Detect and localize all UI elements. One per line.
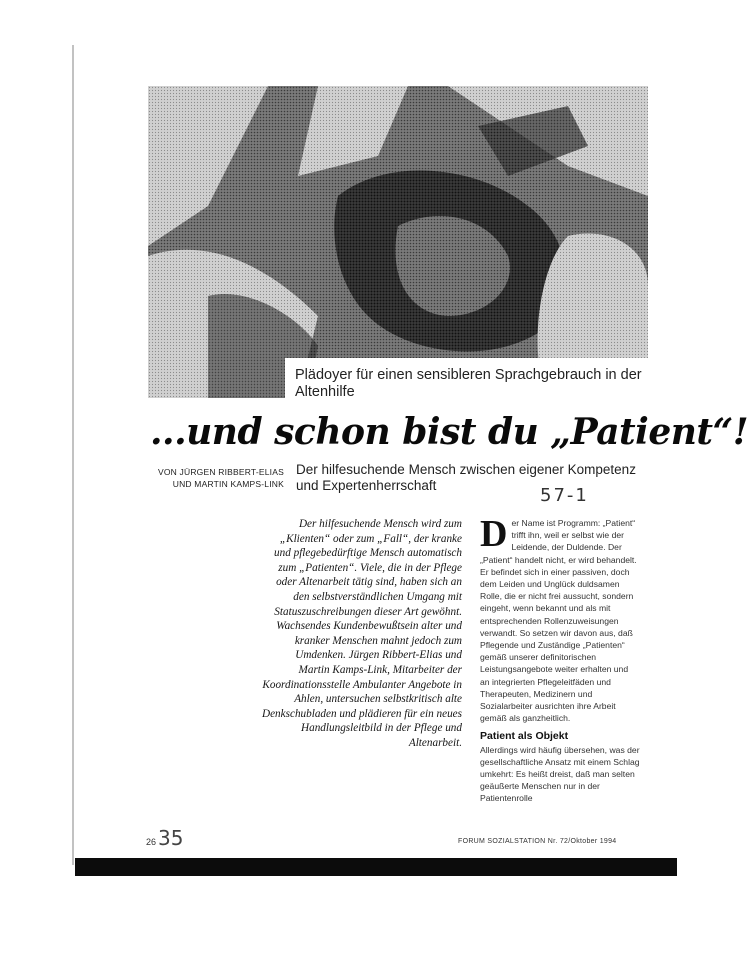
article-photo xyxy=(148,86,648,398)
article-kicker: Plädoyer für einen sensibleren Sprachgebrauch in der Altenhilfe xyxy=(295,367,642,400)
body-subheading: Patient als Objekt xyxy=(480,730,569,743)
article-headline: ...und schon bist du „Patient“! xyxy=(150,411,748,453)
byline-line-1: VON JÜRGEN RIBBERT-ELIAS xyxy=(157,467,284,477)
scan-bottom-band xyxy=(75,858,677,876)
byline-line-2: UND MARTIN KAMPS-LINK xyxy=(172,479,284,489)
page-edge-shadow xyxy=(72,45,74,865)
body-paragraph-2: Allerdings wird häufig übersehen, was der gesellschaftliche Ansatz mit einem Schlag umkehrt: Es heißt dreist, daß man selten geäußerte Menschen nur in der Patientenrolle xyxy=(480,744,640,804)
article-subtitle: Der hilfesuchende Mensch zwischen eigener Kompetenz und Expertenherrschaft xyxy=(296,462,636,493)
handwritten-page-number: 35 xyxy=(158,826,184,850)
drop-cap: D xyxy=(480,513,508,555)
handwritten-note: 57-1 xyxy=(540,485,589,506)
article-byline xyxy=(140,466,284,490)
photo-hands-illustration xyxy=(148,86,648,398)
body-paragraph-1: er Name ist Programm: „Patient“ trifft ihn, weil er selbst wie der Leidende, der Duldende. Der „Patient“ handelt nicht, er wird behandelt. Er befindet sich in einer passiven, doch dem Leiden und Unglück duldsamen Rolle, die er nicht frei aussucht, sondern eingeht, wenn bekannt und als mit entsprechenden Rollenzuweisungen verwandt. So setzen wir davon aus, daß Pflegende und Zuständige „Patienten“ gemäß unserer definitorischen Leistungsangebote weiter erhalten und an integrierten Pflegeleitfäden und Therapeuten, Medizinern und Sozialarbeiter ausrichten ihre Arbeit gemäß als ganzheitlich. xyxy=(480,518,637,724)
article-body-column xyxy=(480,513,640,805)
page-number: 26 xyxy=(146,837,157,847)
page-footer: FORUM SOZIALSTATION Nr. 72/Oktober 1994 xyxy=(458,838,617,845)
article-intro: Der hilfesuchende Mensch wird zum „Klienten“ oder zum „Fall“, der kranke und pflegebedürftige Mensch automatisch zum „Patienten“. Viele, die in der Pflege oder Altenarbeit tätig sind, haben sich an den selbstverständlichen Umgang mit Statuszuschreibungen dieser Art gewöhnt. Wachsendes Kundenbewußtsein alter und kranker Menschen mahnt jedoch zum Umdenken. Jürgen Ribbert-Elias und Martin Kamps-Link, Mitarbeiter der Koordinationsstelle Ambulanter Angebote in Ahlen, untersuchen selbstkritisch alte Denkschubladen und plädieren für ein neues Handlungsleitbild in der Pflege und Altenarbeit. xyxy=(262,518,462,749)
